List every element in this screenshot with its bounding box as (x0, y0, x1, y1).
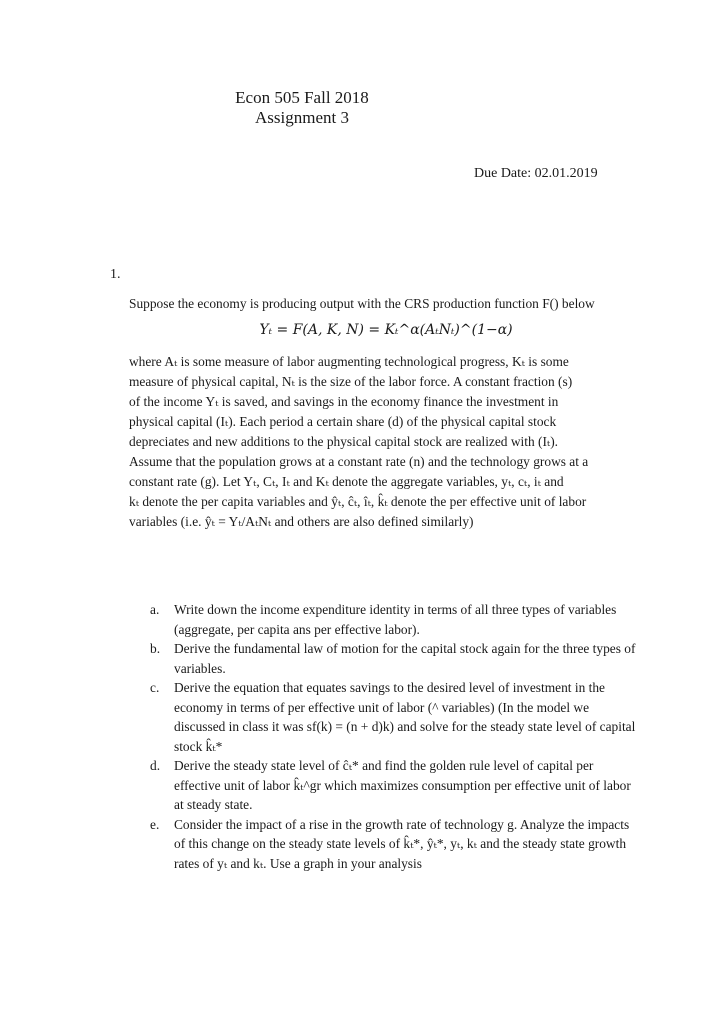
question-intro: Suppose the economy is producing output with the CRS production function F() below (129, 296, 595, 311)
course-title: Econ 505 Fall 2018 (235, 88, 369, 107)
item-label: a. (150, 602, 160, 617)
item-label: d. (150, 758, 161, 773)
body-line: physical capital (Iₜ). Each period a certain share (d) of the physical capital stock (129, 414, 557, 429)
body-line: variables (i.e. ŷₜ = Yₜ/AₜNₜ and others are also defined similarly) (129, 514, 474, 529)
item-text: Derive the steady state level of ĉₜ* and find the golden rule level of capital per effective unit of labor k̂ₜ^gr which maximizes consumption per effective unit of labor at steady state. (174, 758, 631, 812)
sub-question-c (150, 678, 640, 756)
body-line: Assume that the population grows at a constant rate (n) and the technology grows at a (129, 454, 589, 469)
sub-question-e (150, 815, 640, 874)
item-text: Derive the fundamental law of motion for the capital stock again for the three types of variables. (174, 641, 636, 676)
sub-question-a (150, 600, 640, 639)
item-label: e. (150, 816, 160, 832)
question-number: 1. (110, 267, 121, 282)
due-date: Due Date: 02.01.2019 (474, 166, 598, 181)
body-line: of the income Yₜ is saved, and savings in the economy finance the investment in (129, 394, 559, 409)
production-function-equation: Yₜ = F(A, K, N) = Kₜ^α(AₜNₜ)^(1−α) (259, 322, 513, 338)
body-line: measure of physical capital, Nₜ is the size of the labor force. A constant fraction (s) (129, 374, 573, 389)
sub-question-d (150, 756, 640, 815)
body-line: depreciates and new additions to the physical capital stock are realized with (Iₜ). (129, 434, 559, 449)
item-text: Derive the equation that equates savings to the desired level of investment in the economy in terms of per effective unit of labor (^ variables) (In the model we discussed in class it was sf(k) = (n + d)k) and solve for the steady state level of capital stock k̂ₜ* (174, 680, 636, 754)
body-line: where Aₜ is some measure of labor augmenting technological progress, Kₜ is some (129, 354, 569, 369)
body-line: constant rate (g). Let Yₜ, Cₜ, Iₜ and Kₜ denote the aggregate variables, yₜ, cₜ, iₜ and (129, 474, 564, 489)
body-line: kₜ denote the per capita variables and ŷₜ, ĉₜ, îₜ, k̂ₜ denote the per effective unit of labor (129, 494, 587, 509)
question-body (129, 352, 639, 532)
assignment-title: Assignment 3 (255, 108, 349, 127)
item-text: Consider the impact of a rise in the growth rate of technology g. Analyze the impacts of this change on the steady state levels of k̂ₜ*, ŷₜ*, yₜ, kₜ and the steady state growth rates of yₜ and kₜ. Use a graph in your analysis (174, 816, 630, 871)
sub-question-list (150, 600, 640, 873)
sub-question-b (150, 639, 640, 678)
item-text: Write down the income expenditure identity in terms of all three types of variables (aggregate, per capita ans per effective labor). (174, 602, 617, 637)
item-label: b. (150, 641, 161, 656)
item-label: c. (150, 680, 160, 695)
